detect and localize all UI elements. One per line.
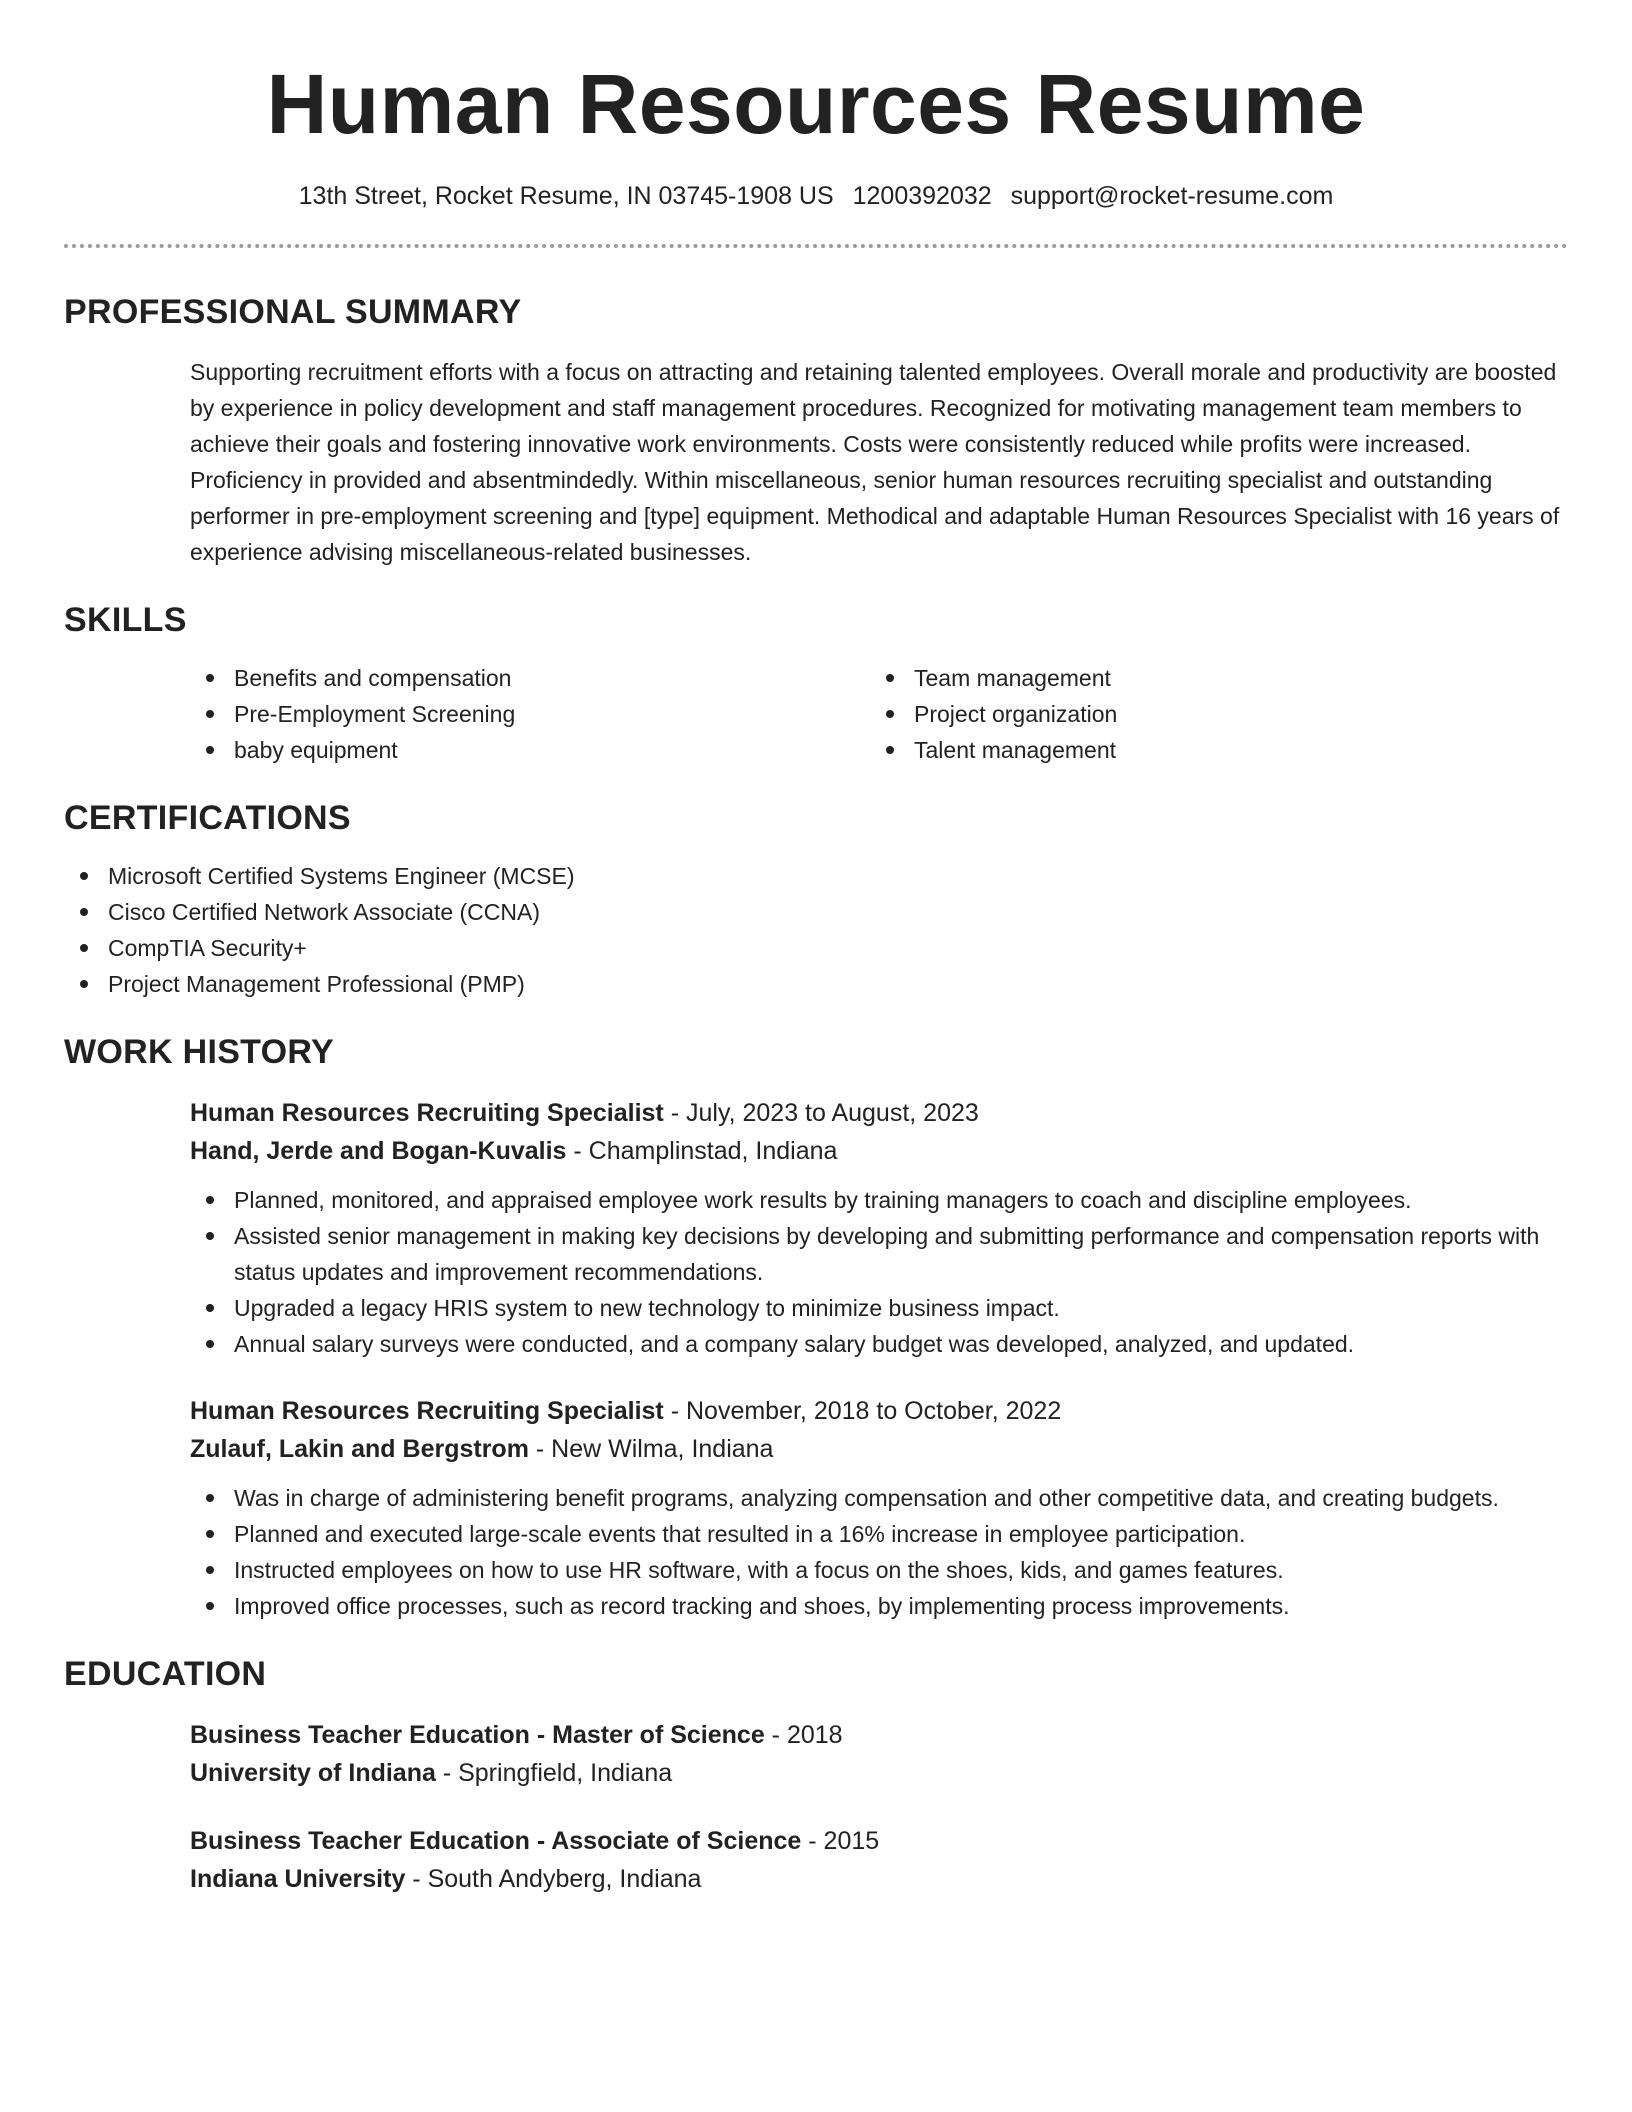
- resume-page: [64, 0, 1568, 1898]
- summary-heading: PROFESSIONAL SUMMARY: [64, 293, 522, 331]
- certifications-list: [64, 858, 1568, 1002]
- certifications-section: [64, 798, 1568, 1002]
- bullet-icon: [206, 1566, 214, 1574]
- school-location: - Springfield, Indiana: [435, 1759, 673, 1787]
- list-item: Was in charge of administering benefit programs, analyzing compensation and other competitive data, and creating budgets.: [190, 1480, 1568, 1516]
- list-item: Project Management Professional (PMP): [64, 966, 1568, 1002]
- skills-grid: [190, 660, 1568, 768]
- education-heading: EDUCATION: [64, 1655, 267, 1693]
- bullet-icon: [80, 944, 88, 952]
- list-item: Improved office processes, such as record tracking and shoes, by implementing process improvements.: [190, 1588, 1568, 1624]
- job-title: Human Resources Recruiting Specialist: [190, 1397, 664, 1425]
- degree-year: - 2015: [801, 1827, 880, 1855]
- bullet-icon: [80, 980, 88, 988]
- school-name: Indiana University: [190, 1865, 406, 1893]
- job-title-line: [190, 1094, 1568, 1132]
- list-item: Talent management: [870, 732, 1550, 768]
- bullet-icon: [80, 908, 88, 916]
- resume-title: Human Resources Resume: [266, 57, 1366, 151]
- job-bullets: [190, 1480, 1568, 1624]
- header-divider: [64, 244, 1568, 248]
- contact-email[interactable]: support@rocket-resume.com: [1010, 182, 1334, 210]
- bullet-icon: [206, 1340, 214, 1348]
- list-item: Microsoft Certified Systems Engineer (MCSE): [64, 858, 1568, 894]
- degree-line: [190, 1822, 1568, 1860]
- job-bullets: [190, 1182, 1568, 1362]
- school-name: University of Indiana: [190, 1759, 436, 1787]
- list-item: baby equipment: [190, 732, 870, 768]
- list-item: Benefits and compensation: [190, 660, 870, 696]
- list-item: Cisco Certified Network Associate (CCNA): [64, 894, 1568, 930]
- certifications-heading: CERTIFICATIONS: [64, 799, 351, 837]
- bullet-icon: [206, 1602, 214, 1610]
- job-company: Zulauf, Lakin and Bergstrom: [190, 1435, 529, 1463]
- job-company-line: [190, 1132, 1568, 1170]
- list-item: Annual salary surveys were conducted, and a company salary budget was developed, analyzed, and updated.: [190, 1326, 1568, 1362]
- job-company-line: [190, 1430, 1568, 1468]
- bullet-icon: [206, 1232, 214, 1240]
- degree-name: Business Teacher Education - Associate of Science: [190, 1827, 802, 1855]
- list-item: Project organization: [870, 696, 1550, 732]
- bullet-icon: [206, 710, 214, 718]
- list-item: CompTIA Security+: [64, 930, 1568, 966]
- work-history-section: [64, 1032, 1568, 1624]
- education-entry: [190, 1716, 1568, 1792]
- contact-line: [64, 180, 1568, 212]
- summary-text: Supporting recruitment efforts with a focus on attracting and retaining talented employees. Overall morale and productivity are boosted by experience in policy development and staff management procedures. Recognized for motivating management team members to achieve their goals and fostering innovative work environments. Costs were consistently reduced while profits were increased. Proficiency in provided and absentmindedly. Within miscellaneous, senior human resources recruiting specialist and outstanding performer in pre-employment screening and [type] equipment. Methodical and adaptable Human Resources Specialist with 16 years of experience advising miscellaneous-related businesses.: [190, 359, 1560, 565]
- contact-address: 13th Street, Rocket Resume, IN 03745-1908 US: [298, 182, 834, 210]
- job-title-line: [190, 1392, 1568, 1430]
- school-location: - South Andyberg, Indiana: [405, 1865, 702, 1893]
- job-location: - Champlinstad, Indiana: [566, 1137, 838, 1165]
- list-item: Assisted senior management in making key decisions by developing and submitting performance and compensation reports with status updates and improvement recommendations.: [190, 1218, 1568, 1290]
- summary-section: [64, 292, 1568, 570]
- education-section: [64, 1654, 1568, 1898]
- bullet-icon: [206, 1304, 214, 1312]
- skills-list-left: [190, 660, 870, 768]
- school-line: [190, 1754, 1568, 1792]
- degree-line: [190, 1716, 1568, 1754]
- job-location: - New Wilma, Indiana: [528, 1435, 774, 1463]
- list-item: Planned and executed large-scale events that resulted in a 16% increase in employee participation.: [190, 1516, 1568, 1552]
- bullet-icon: [80, 872, 88, 880]
- list-item: Team management: [870, 660, 1550, 696]
- degree-name: Business Teacher Education - Master of Science: [190, 1721, 765, 1749]
- bullet-icon: [206, 746, 214, 754]
- list-item: Instructed employees on how to use HR software, with a focus on the shoes, kids, and games features.: [190, 1552, 1568, 1588]
- education-entry: [190, 1822, 1568, 1898]
- bullet-icon: [886, 674, 894, 682]
- list-item: Planned, monitored, and appraised employee work results by training managers to coach and discipline employees.: [190, 1182, 1568, 1218]
- list-item: Pre-Employment Screening: [190, 696, 870, 732]
- bullet-icon: [886, 746, 894, 754]
- skills-heading: SKILLS: [64, 601, 187, 639]
- contact-phone: 1200392032: [852, 182, 992, 210]
- job-company: Hand, Jerde and Bogan-Kuvalis: [190, 1137, 567, 1165]
- job-dates: - November, 2018 to October, 2022: [663, 1397, 1062, 1425]
- list-item: Upgraded a legacy HRIS system to new technology to minimize business impact.: [190, 1290, 1568, 1326]
- job-title: Human Resources Recruiting Specialist: [190, 1099, 664, 1127]
- skills-section: [64, 600, 1568, 768]
- bullet-icon: [206, 1494, 214, 1502]
- job-entry: [190, 1392, 1568, 1624]
- skills-list-right: [870, 660, 1550, 768]
- bullet-icon: [206, 674, 214, 682]
- degree-year: - 2018: [764, 1721, 843, 1749]
- work-history-heading: WORK HISTORY: [64, 1033, 334, 1071]
- bullet-icon: [206, 1530, 214, 1538]
- bullet-icon: [206, 1196, 214, 1204]
- bullet-icon: [886, 710, 894, 718]
- job-dates: - July, 2023 to August, 2023: [663, 1099, 979, 1127]
- job-entry: [190, 1094, 1568, 1362]
- school-line: [190, 1860, 1568, 1898]
